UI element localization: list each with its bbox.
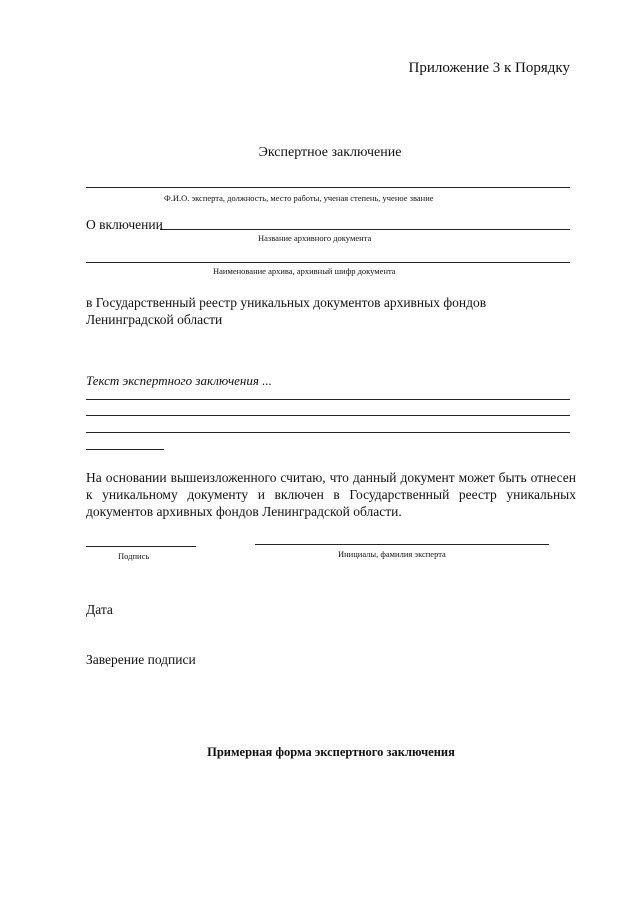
blank-line xyxy=(86,399,570,400)
signature-caption: Подпись xyxy=(118,551,150,561)
archive-caption: Наименование архива, архивный шифр документа xyxy=(213,266,396,276)
archive-line xyxy=(86,262,570,263)
document-name-line xyxy=(160,229,570,230)
document-title: Экспертное заключение xyxy=(258,145,402,160)
certification-label: Заверение подписи xyxy=(86,652,196,667)
appendix-reference: Приложение 3 к Порядку xyxy=(408,60,570,76)
expert-info-line xyxy=(86,187,570,188)
blank-line-short xyxy=(86,449,164,450)
expert-text-label: Текст экспертного заключения ... xyxy=(86,373,272,388)
blank-line xyxy=(86,415,570,416)
form-title: Примерная форма экспертного заключения xyxy=(207,745,455,759)
initials-line xyxy=(255,544,549,545)
document-name-caption: Название архивного документа xyxy=(258,233,372,243)
date-label: Дата xyxy=(86,602,113,617)
initials-caption: Инициалы, фамилия эксперта xyxy=(338,549,446,559)
inclusion-label: О включении xyxy=(86,217,163,232)
register-text: в Государственный реестр уникальных документов архивных фондов Ленинградской области xyxy=(86,295,487,327)
blank-line xyxy=(86,432,570,433)
conclusion-paragraph: На основании вышеизложенного считаю, что данный документ может быть отнесен к уникальному документу и включен в Государственный реестр уникальных документов архивных фондов Ленинградской области. xyxy=(86,470,576,519)
expert-info-caption: Ф.И.О. эксперта, должность, место работы, ученая степень, ученое звание xyxy=(164,193,434,203)
signature-line xyxy=(86,546,196,547)
